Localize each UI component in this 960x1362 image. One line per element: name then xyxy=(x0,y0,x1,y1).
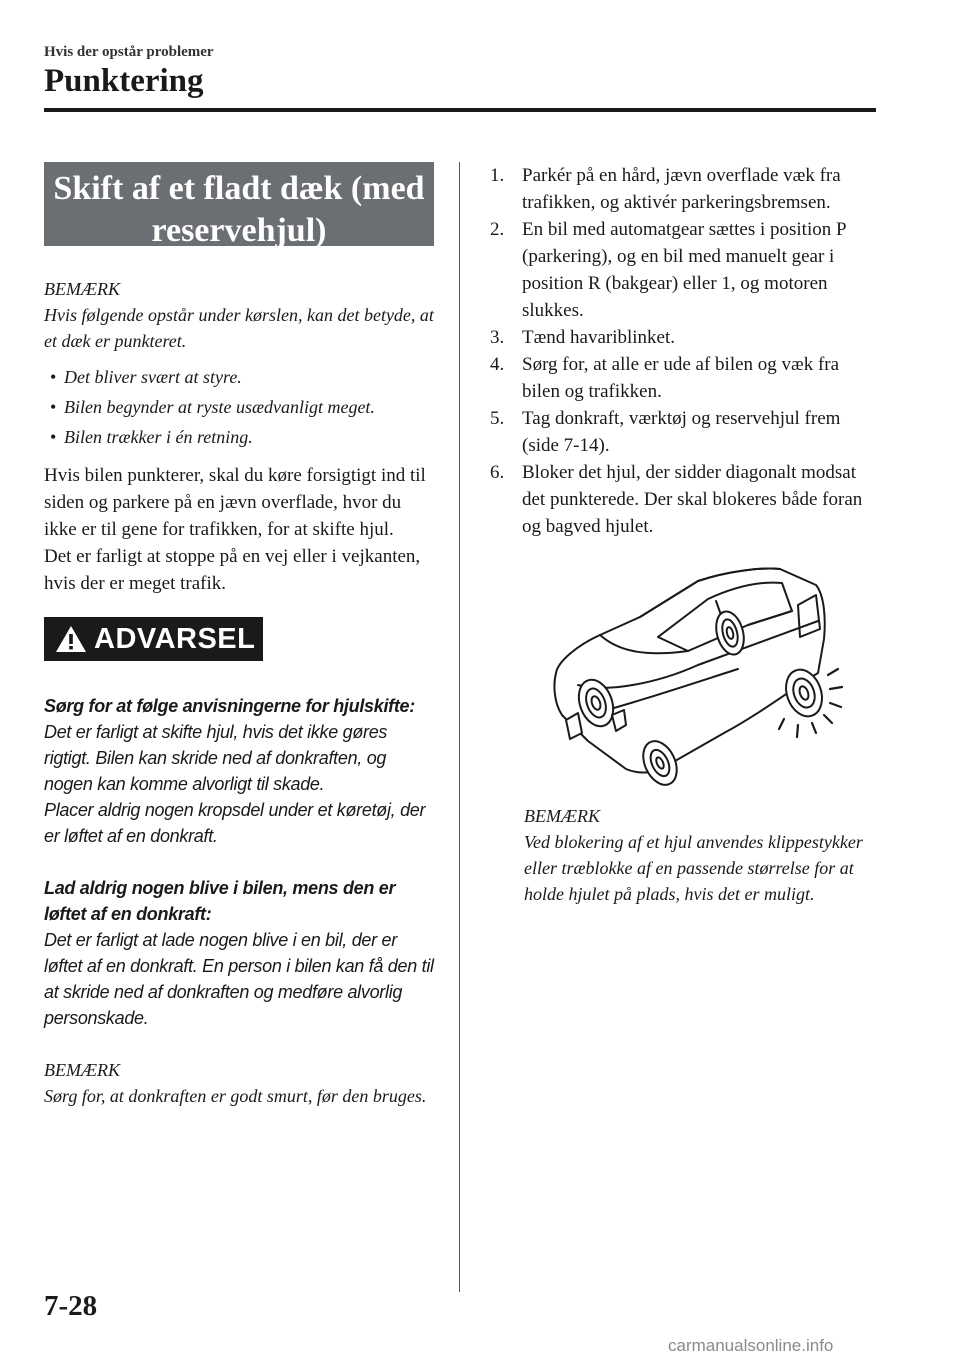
warning-text-2: Det er farligt at lade nogen blive i en bil, der er løftet af en donkraft. En person i bilen kan få den til at skride ned af donkraften og medføre alvorlig personskade. xyxy=(44,930,434,1028)
warning-text-1a: Det er farligt at skifte hjul, hvis det ikke gøres rigtigt. Bilen kan skride ned af donkraften, og nogen kan komme alvorligt til skade. xyxy=(44,722,388,794)
warning-body xyxy=(44,693,434,1031)
list-item: • Det bliver svært at styre. xyxy=(44,364,434,390)
note-title: BEMÆRK xyxy=(44,279,120,299)
header-rule xyxy=(44,108,876,112)
section-heading xyxy=(44,162,434,249)
column-divider xyxy=(459,162,460,1292)
step-item xyxy=(490,459,880,540)
warning-badge xyxy=(44,617,263,661)
page-number: 7-28 xyxy=(44,1290,98,1322)
warning-heading-1: Sørg for at følge anvisningerne for hjulskifte: xyxy=(44,696,415,716)
page-title: Punktering xyxy=(44,63,204,99)
step-item xyxy=(490,351,880,405)
step-item xyxy=(490,162,880,216)
warning-label: ADVARSEL xyxy=(94,622,256,655)
page-header xyxy=(44,44,876,100)
note-block-1 xyxy=(44,276,434,450)
step-number: 2. xyxy=(490,219,505,240)
list-item: • Bilen begynder at ryste usædvanligt meget. xyxy=(44,394,434,420)
note-title: BEMÆRK xyxy=(44,1060,120,1080)
list-item: • Bilen trækker i én retning. xyxy=(44,424,434,450)
note-text: Hvis følgende opstår under kørslen, kan det betyde, at et dæk er punkteret. xyxy=(44,305,434,351)
breadcrumb: Hvis der opstår problemer xyxy=(44,44,214,60)
step-item xyxy=(490,324,880,351)
watermark: carmanualsonline.info xyxy=(668,1336,834,1355)
car-wheel-block-illustration xyxy=(548,565,848,790)
step-item xyxy=(490,405,880,459)
step-number: 4. xyxy=(490,354,505,375)
step-number: 5. xyxy=(490,408,505,429)
body-paragraph-1: Hvis bilen punkterer, skal du køre forsigtigt ind til siden og parkere på en jævn overflade, hvor du ikke er til gene for trafikken, for at skifte hjul. xyxy=(44,465,426,540)
warning-triangle-icon xyxy=(54,624,88,654)
note-bullet-list xyxy=(44,364,434,450)
body-paragraph-2: Det er farligt at stoppe på en vej eller i vejkanten, hvis der er meget trafik. xyxy=(44,546,421,594)
step-text: Sørg for, at alle er ude af bilen og væk fra bilen og trafikken. xyxy=(522,354,840,402)
step-text: Tænd havariblinket. xyxy=(522,327,676,348)
left-column xyxy=(44,162,434,1109)
right-column xyxy=(490,162,880,540)
note-block-2 xyxy=(44,1057,434,1109)
note-text: Ved blokering af et hjul anvendes klippestykker eller træblokke af en passende størrelse for at holde hjulet på plads, hvis det er muligt. xyxy=(524,832,863,904)
warning-text-1b: Placer aldrig nogen kropsdel under et køretøj, der er løftet af en donkraft. xyxy=(44,800,426,846)
step-number: 1. xyxy=(490,165,505,186)
section-heading-line2: reservehjul) xyxy=(151,212,327,249)
warning-heading-2: Lad aldrig nogen blive i bilen, mens den er løftet af en donkraft: xyxy=(44,878,396,924)
section-heading-line1: Skift af et fladt dæk (med xyxy=(53,170,425,207)
step-item xyxy=(490,216,880,324)
note-text: Sørg for, at donkraften er godt smurt, før den bruges. xyxy=(44,1086,427,1106)
step-text: Tag donkraft, værktøj og reservehjul frem (side 7-14). xyxy=(522,408,841,456)
note-title: BEMÆRK xyxy=(524,806,600,826)
steps-list xyxy=(490,162,880,540)
note-block-3 xyxy=(524,803,884,907)
step-number: 6. xyxy=(490,462,505,483)
step-text: En bil med automatgear sættes i position P (parkering), og en bil med manuelt gear i position R (bakgear) eller 1, og motoren slukkes. xyxy=(522,219,846,321)
step-number: 3. xyxy=(490,327,505,348)
step-text: Bloker det hjul, der sidder diagonalt modsat det punkterede. Der skal blokeres både foran og bagved hjulet. xyxy=(522,462,863,537)
step-text: Parkér på en hård, jævn overflade væk fra trafikken, og aktivér parkeringsbremsen. xyxy=(522,165,841,213)
